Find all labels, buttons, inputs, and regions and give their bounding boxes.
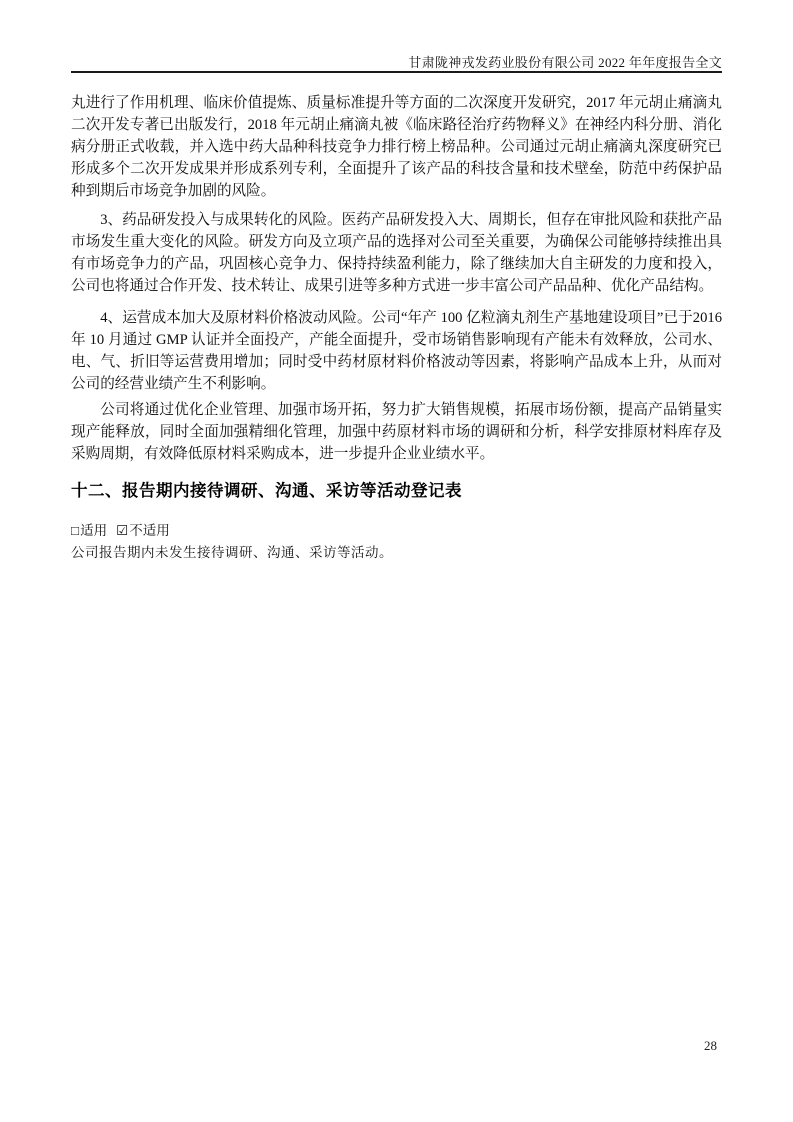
not-applicable-option bbox=[116, 523, 170, 538]
checkbox-unchecked-icon: □ bbox=[71, 523, 80, 538]
header-title: 甘肃陇神戎发药业股份有限公司 2022 年年度报告全文 bbox=[408, 55, 722, 70]
section-title: 十二、报告期内接待调研、沟通、采访等活动登记表 bbox=[71, 482, 462, 500]
not-applicable-option-label: 不适用 bbox=[129, 523, 170, 538]
applicable-option-label: 适用 bbox=[80, 523, 108, 538]
checkbox-checked-icon: ☑ bbox=[116, 523, 129, 538]
body-paragraph: 丸进行了作用机理、临床价值提炼、质量标准提升等方面的二次深度开发研究，2017 年元胡止痛滴丸二次开发专著已出版发行，2018 年元胡止痛滴丸被《临床路径治疗药物释义》在神经内科分册、消化病分册正式收载，并入选中药大品种科技竞争力排行榜上榜品种。公司通过元胡止痛滴丸深度研究已形成多个二次开发成果并形成系列专利，全面提升了该产品的科技含量和技术壁垒，防范中药保护品种到期后市场竞争加剧的风险。 bbox=[71, 95, 722, 199]
body-paragraph: 公司将通过优化企业管理、加强市场开拓，努力扩大销售规模，拓展市场份额，提高产品销量实现产能释放，同时全面加强精细化管理，加强中药原材料市场的调研和分析，科学安排原材料库存及采购周期，有效降低原材料采购成本，进一步提升企业业绩水平。 bbox=[71, 402, 722, 462]
header-divider bbox=[71, 71, 722, 73]
section-note: 公司报告期内未发生接待调研、沟通、采访等活动。 bbox=[71, 545, 393, 560]
page-header bbox=[71, 52, 722, 71]
applicability-row bbox=[71, 519, 179, 539]
applicable-option bbox=[71, 523, 107, 538]
body-paragraph: 4、运营成本加大及原材料价格波动风险。公司“年产 100 亿粒滴丸剂生产基地建设项目”已于2016 年 10 月通过 GMP 认证并全面投产，产能全面提升，受市场销售影响现有产能未有效释放，公司水、电、气、折旧等运营费用增加；同时受中药材原材料价格波动等因素，将影响产品成本上升，从而对公司的经营业绩产生不利影响。 bbox=[71, 310, 722, 392]
page-number: 28 bbox=[704, 1038, 717, 1053]
body-paragraph: 3、药品研发投入与成果转化的风险。医药产品研发投入大、周期长，但存在审批风险和获批产品市场发生重大变化的风险。研发方向及立项产品的选择对公司至关重要，为确保公司能够持续推出具有市场竞争力的产品，巩固核心竞争力、保持持续盈利能力，除了继续加大自主研发的力度和投入，公司也将通过合作开发、技术转让、成果引进等多种方式进一步丰富公司产品品种、优化产品结构。 bbox=[71, 212, 722, 294]
